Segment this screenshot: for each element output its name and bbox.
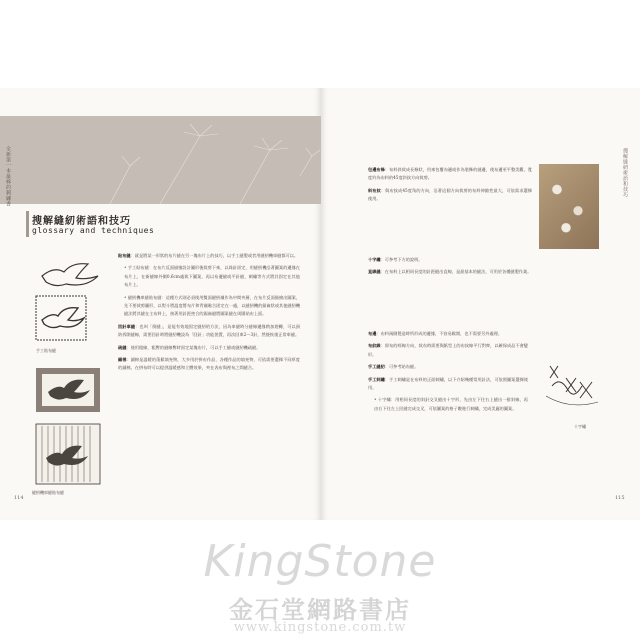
hand-appliqué-illustration [32,292,92,346]
embroidery-bullets [368,396,528,413]
machine-appliqué-illustration-2 [32,420,104,488]
entry-cross-stitch-ref: 十字繡：可參考下方的說明。 [368,257,423,262]
entry-hand-embroidery: 手工刺繡：手工刺繡是在布料的正面刺繡，以下介紹幾種常用針法，可依照圖案選擇使用。 [368,376,528,391]
machine-appliqué-illustration-1 [32,364,104,416]
right-text-column-full [368,256,598,277]
entry-backstitch: 回針車縫：也叫「倒縫」，是能有效地固定縫紉的方法，因為車縫時分縫線邊緣稍加迴轉，可以預防拆開縫線，需要回針時將縫紉機設為「回針」功能裝置，再次回車2～3針，然後恢復正常車縫。 [118,323,300,338]
watermark-url: www.kingstone.com.tw [233,620,407,635]
right-page [321,88,640,520]
caption-hand-appliqué: 手工貼布縫 [36,348,56,353]
bird-outline-illustration [36,258,106,294]
page-number-right: 115 [615,495,625,501]
bullet-cross-stitch: • 十字繡：用相同長度的斜針交叉縫出十字形，先由左下往右上縫出一排斜線，再由右下往左上回縫完成交叉，可依圖案的格子數進行刺繡，完成美麗的圖案。 [374,397,528,411]
caption-cross-stitch: 十字繡 [574,424,586,429]
entry-hand-sewing: 手工縫紉：可參考貼布縫。 [368,364,419,370]
left-running-head: 全新第一本最棒的刺繡書 [5,146,11,207]
watermark-store-name: 金石堂網路書店 [229,595,411,624]
cross-stitch-illustration [540,356,606,416]
title-accent-bar [26,211,29,237]
right-running-head: 搜解縫紉術語和技巧 [622,148,628,198]
bullet-hand-appliqué: • 手工貼布縫：在布片反面描繪設計圖形後裁剪下來，以珠針固定，用縫紉機沿著圖案的邊緣在布片上，在新縫線外側0.6cm處裁下圖案，再以布邊縫或平針縫，刺繡等方式將其固定在其他布片上。 [124,265,300,288]
section-title-english: glossary and techniques [32,226,155,235]
appliqué-bullets [118,264,300,318]
left-text-column [118,252,300,373]
entry-bias-binding: 包邊布條：布料斜裁成長條狀，用來包覆布邊或作為裝飾的縫邊，使布邊更平整美觀，寬度約為布料的45度斜紋方向裁剪。 [368,167,532,181]
right-text-column-lower [368,330,528,413]
entry-basting: 疏縫：使用粗線，粗暫的縫線暫時固定某塊布片，可以手工縫或縫紉機疏縫。 [118,344,261,350]
entry-batting: 鋪棉：鋪棉是溫暖的蓬鬆填充物，大多用於拼布作品、各種作品的填充物，可依需要選擇不同厚度的鋪棉，在拼布時可以提供溫暖感和立體效果，夾在表布與裡布之間縫合。 [118,357,300,371]
right-text-column-top [368,166,532,204]
entry-selvage: 布邊：布料兩側製造時所形成的邊緣，不容易鬆開，也不需要另外處理。 [368,331,503,336]
buttons-photo [539,164,599,249]
entry-grainline: 布紋線：即布的經線方向，裁布時需要與紙型上的布紋線平行對齊，以確保成品不會變形。 [368,343,528,357]
entry-straight-stitch: 直線縫：在布料上以相同長度的針距縫出直線，是最基本的縫法，可用於各種縫製作業。 [368,269,532,275]
watermark-logo: KingStone [203,536,437,587]
section-title: 搜解縫紉術語和技巧 [32,216,131,227]
page-number-left: 114 [14,495,24,501]
entry-bias-grain: 斜布紋：與布紋成45度角的方向，沿著這個方向裁剪的布料伸縮性最大，可依需求選擇使用。 [368,187,532,202]
dandelion-banner [0,116,321,204]
caption-machine-appliqué: 縫紉機車縫貼布縫 [32,490,64,495]
entry-appliqué: 貼布縫：就是將某一形狀的布片縫在另一塊布片上的技巧，以手工縫製或者用縫紉機車縫都可以。 [118,253,299,258]
dandelion-seed-illustration [0,116,321,204]
bullet-machine-appliqué: • 縫紉機車縫貼布縫：這種方式則必須使用雙面縫紉襯作為中間夾層，在布片反面描繪出圖案，先不要裁剪圖形，以熨斗將溫度將布片和背襯黏合固定在一處，以縫紉機的鋸齒狀或其他縫紉機縫法將其縫在主布料上，接著用針距密合的鋸齒縫將圖案縫在周圍貼布上面。 [124,294,300,317]
